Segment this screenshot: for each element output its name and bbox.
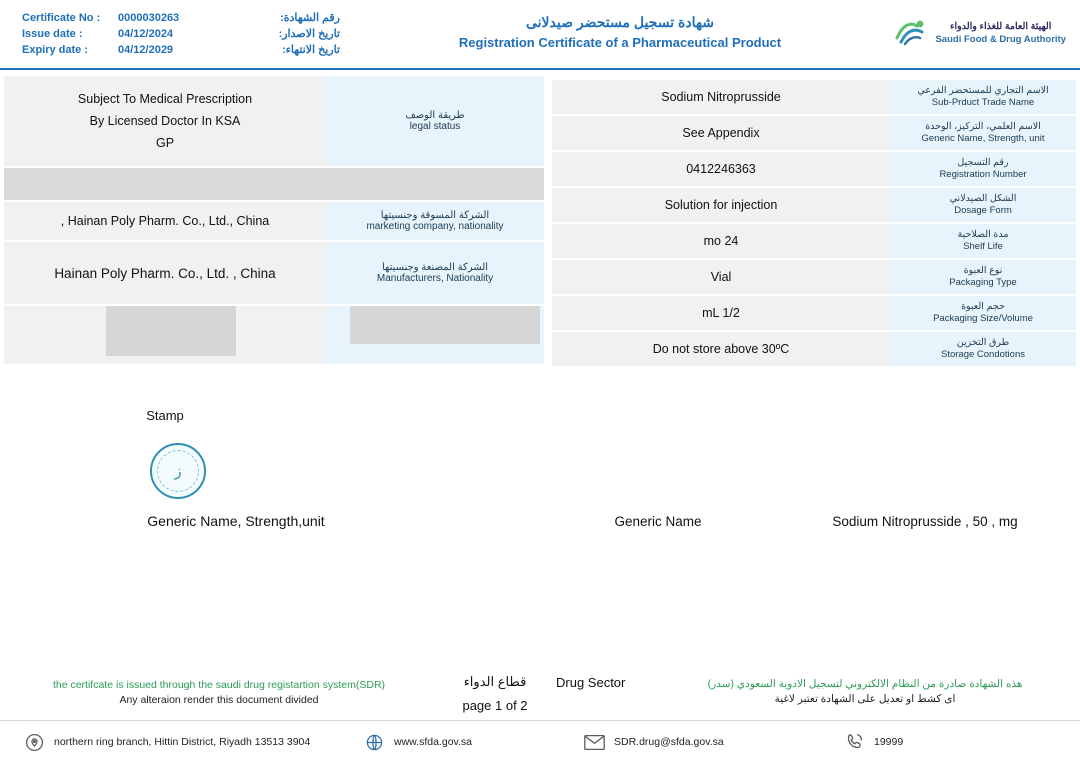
authority-name-ar: الهيئة العامة للغذاء والدواء <box>950 21 1052 32</box>
sub-product-trade-name-label <box>890 80 1076 114</box>
manufacturer-label-ar: الشركة المصنعة وجنسيتها <box>381 262 489 273</box>
generic-name-value: See Appendix <box>552 116 890 150</box>
footer-contact-bar <box>0 720 1080 763</box>
registration-number-label <box>890 152 1076 186</box>
authority-name-en: Saudi Food & Drug Authority <box>935 34 1066 45</box>
marketing-company-label-en: marketing company, nationality <box>366 221 504 232</box>
signature-placeholder-1 <box>106 306 236 356</box>
packaging-size-label-ar: حجم العبوة <box>961 301 1005 312</box>
table-row <box>4 242 544 304</box>
storage-conditions-label <box>890 332 1076 366</box>
location-pin-icon <box>24 732 45 753</box>
manufacturer-value: Hainan Poly Pharm. Co., Ltd. , China <box>4 242 326 304</box>
footer-website-text: www.sfda.gov.sa <box>394 736 473 748</box>
table-row <box>4 202 544 240</box>
footer-note-en: the certifcate is issued through the saudi drug registartion system(SDR) <box>52 679 386 691</box>
footer-email-text: SDR.drug@sfda.gov.sa <box>614 736 724 748</box>
legal-status-value <box>4 76 326 166</box>
shelf-life-label-ar: مدة الصلاحية <box>957 229 1009 240</box>
storage-conditions-label-en: Storage Condotions <box>941 349 1025 360</box>
manufacturer-label <box>326 242 544 304</box>
registration-number-label-ar: رقم التسجيل <box>957 157 1009 168</box>
certificate-no-label: Certificate No : <box>22 12 101 24</box>
dosage-form-value: Solution for injection <box>552 188 890 222</box>
marketing-company-label <box>326 202 544 240</box>
packaging-type-label-en: Packaging Type <box>949 277 1017 288</box>
table-row <box>552 188 1076 222</box>
stamp-seal-glyph: ز <box>157 450 199 492</box>
packaging-type-label <box>890 260 1076 294</box>
packaging-type-label-ar: نوع العبوة <box>963 265 1003 276</box>
legal-status-label-ar: طريقة الوصف <box>405 110 465 121</box>
globe-icon <box>364 732 385 753</box>
packaging-size-label-en: Packaging Size/Volume <box>933 313 1033 324</box>
footer-subnote-en: Any alteraion render this document divided <box>119 694 319 706</box>
table-row <box>4 76 544 166</box>
signature-placeholder-2 <box>350 306 540 344</box>
certificate-no-row <box>22 10 402 26</box>
document-header <box>0 0 1080 70</box>
table-row <box>4 306 544 364</box>
table-row <box>552 152 1076 186</box>
table-row <box>552 296 1076 330</box>
certificate-no-label-ar: رقم الشهادة: <box>280 12 340 24</box>
registration-number-value: 0412246363 <box>552 152 890 186</box>
table-row <box>552 224 1076 258</box>
legal-status-label <box>326 76 544 166</box>
shelf-life-label-en: Shelf Life <box>963 241 1003 252</box>
footer-website[interactable] <box>364 732 574 753</box>
packaging-type-value: Vial <box>552 260 890 294</box>
sfda-logo-text <box>935 20 1066 46</box>
legal-status-label-en: legal status <box>409 121 461 132</box>
page-number: page 1 of 2 <box>462 698 528 713</box>
drug-sector-label-ar: قطاع الدواء <box>463 674 527 689</box>
certificate-no-value: 0000030263 <box>118 12 180 24</box>
generic-name-label-ar: الاسم العلمي، التركيز، الوحدة <box>925 121 1041 132</box>
stamp-label: Stamp <box>146 408 184 423</box>
right-details-table <box>552 80 1076 368</box>
generic-name-label <box>890 116 1076 150</box>
dosage-form-label-ar: الشكل الصيدلاني <box>949 193 1017 204</box>
document-title-en: Registration Certificate of a Pharmaceutical Product <box>458 35 782 50</box>
shelf-life-label <box>890 224 1076 258</box>
sub-product-trade-name-label-ar: الاسم التجاري للمستحضر الفرعي <box>917 85 1049 96</box>
issue-date-label-ar: تاريخ الاصدار: <box>278 28 340 40</box>
footer-address-text: northern ring branch, Hittin District, Riyadh 13513 3904 <box>54 736 311 748</box>
header-meta-block <box>22 10 402 58</box>
phone-icon <box>844 732 865 753</box>
packaging-size-value: mL 1/2 <box>552 296 890 330</box>
dosage-form-label-en: Dosage Form <box>954 205 1012 216</box>
dosage-form-label <box>890 188 1076 222</box>
generic-name-heading: Generic Name <box>614 514 702 529</box>
issue-date-row <box>22 26 402 42</box>
expiry-date-row <box>22 42 402 58</box>
table-row <box>552 116 1076 150</box>
drug-sector-label-en: Drug Sector <box>556 675 626 690</box>
marketing-company-label-ar: الشركة المسوقة وجنسيتها <box>380 210 490 221</box>
legal-status-line-2: By Licensed Doctor In KSA <box>89 114 241 128</box>
generic-name-detail: Sodium Nitroprusside , 50 , mg <box>832 514 1018 529</box>
issue-date-value: 04/12/2024 <box>118 28 174 40</box>
sub-product-trade-name-label-en: Sub-Prduct Trade Name <box>931 97 1035 108</box>
footer-email[interactable] <box>584 732 834 753</box>
sfda-logo <box>893 16 1066 50</box>
footer-address <box>24 732 354 753</box>
spacer-row-1 <box>4 168 544 200</box>
document-title <box>400 14 840 50</box>
registration-number-label-en: Registration Number <box>939 169 1027 180</box>
envelope-icon <box>584 732 605 753</box>
packaging-size-label <box>890 296 1076 330</box>
table-row <box>552 80 1076 114</box>
legal-status-line-3: GP <box>155 136 175 150</box>
footer-subnote-ar: اى كشط او تعديل على الشهادة تعتبر لاغية <box>774 693 956 705</box>
marketing-company-value: , Hainan Poly Pharm. Co., Ltd., China <box>4 202 326 240</box>
stamp-seal-icon <box>150 443 206 499</box>
footer-phone-text: 19999 <box>874 736 904 748</box>
footer-note-ar: هذه الشهادة صادرة من النظام الالكتروني لتسجيل الادوية السعودي (سدر) <box>707 678 1023 690</box>
table-row <box>552 332 1076 366</box>
generic-name-label-en: Generic Name, Strength, unit <box>921 133 1045 144</box>
sfda-logo-icon <box>893 16 927 50</box>
document-title-ar: شهادة تسجيل مستحضر صيدلانى <box>525 14 715 30</box>
sub-product-trade-name-value: Sodium Nitroprusside <box>552 80 890 114</box>
expiry-date-label: Expiry date : <box>22 44 89 56</box>
left-details-table <box>4 76 544 366</box>
storage-conditions-value: Do not store above 30ºC <box>552 332 890 366</box>
issue-date-label: Issue date : <box>22 28 83 40</box>
legal-status-line-1: Subject To Medical Prescription <box>77 92 253 106</box>
table-row <box>4 168 544 200</box>
manufacturer-label-en: Manufacturers, Nationality <box>376 273 494 284</box>
footer-phone <box>844 732 1024 753</box>
shelf-life-value: mo 24 <box>552 224 890 258</box>
storage-conditions-label-ar: طرق التخزين <box>956 337 1010 348</box>
generic-name-strength-heading: Generic Name, Strength,unit <box>147 513 325 529</box>
table-row <box>552 260 1076 294</box>
expiry-date-value: 04/12/2029 <box>118 44 174 56</box>
expiry-date-label-ar: تاريخ الانتهاء: <box>282 44 340 56</box>
